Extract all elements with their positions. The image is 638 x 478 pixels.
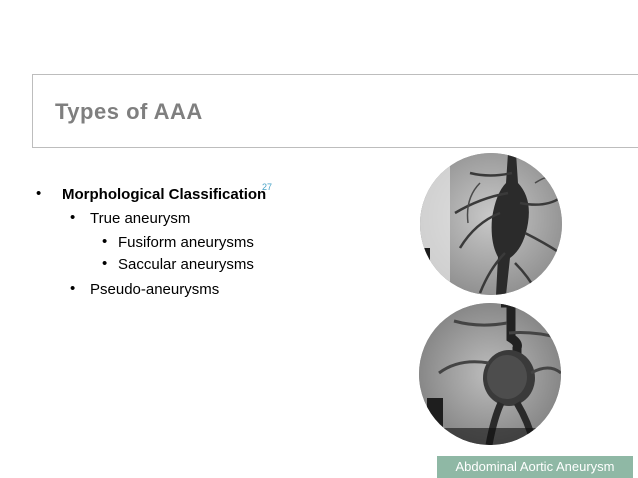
bullet-icon: • [102,255,108,272]
angiogram-fusiform-image [420,153,562,295]
angiogram-saccular-graphic [419,303,561,445]
footer-label: Abdominal Aortic Aneurysm [437,456,633,478]
bullet-morphological-classification: Morphological Classification [62,186,267,203]
slide-title: Types of AAA [55,99,203,124]
bullet-true-aneurysm: True aneurysm [90,210,191,227]
angiogram-saccular-image [419,303,561,445]
bullet-icon: • [70,280,76,297]
angiogram-fusiform-graphic [420,153,562,295]
bullet-icon: • [102,233,108,250]
bullet-icon: • [36,185,42,202]
bullet-pseudo-aneurysms: Pseudo-aneurysms [90,281,220,298]
bullet-icon: • [70,209,76,226]
bullet-fusiform-aneurysms: Fusiform aneurysms [118,234,254,251]
reference-marker: 27 [262,182,273,192]
bullet-saccular-aneurysms: Saccular aneurysms [118,256,254,273]
